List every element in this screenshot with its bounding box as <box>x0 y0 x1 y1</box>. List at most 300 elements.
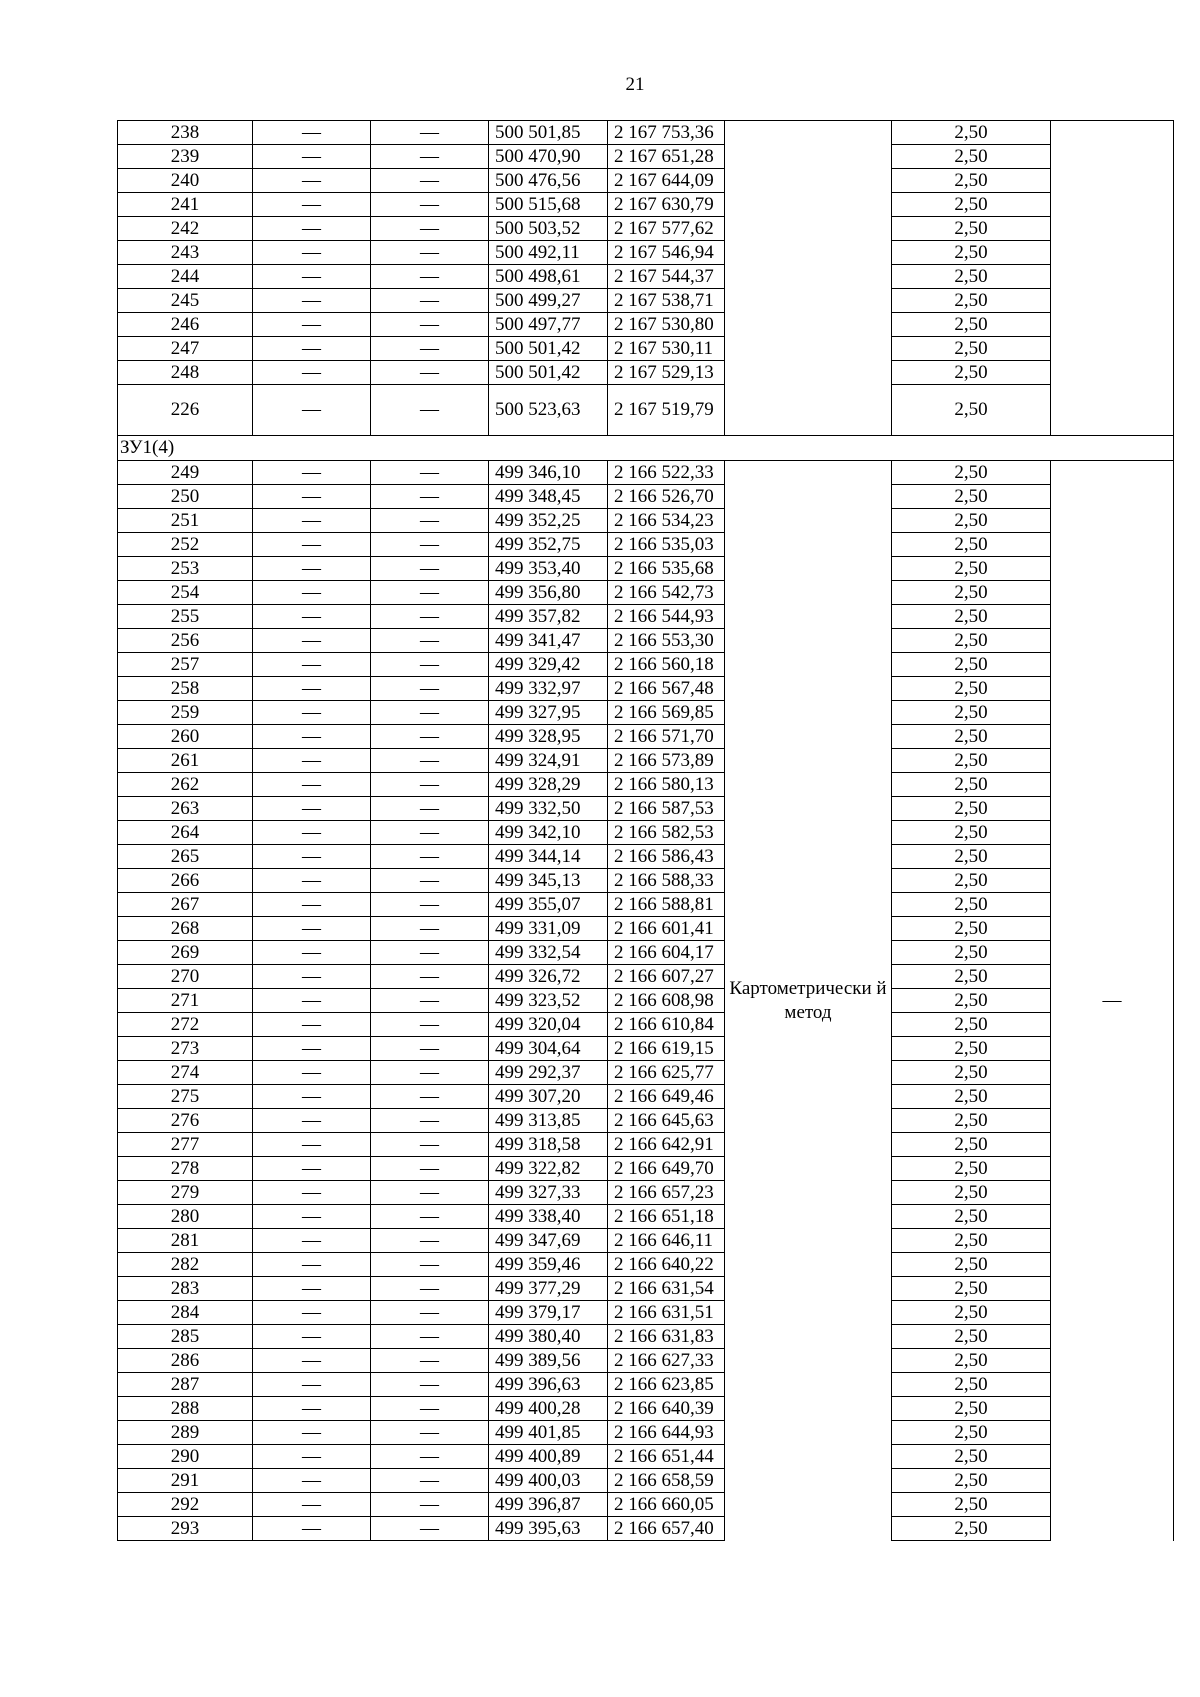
old-y-cell: — <box>371 193 489 217</box>
y-coordinate-cell: 2 166 651,18 <box>608 1205 725 1229</box>
old-x-cell: — <box>253 1325 371 1349</box>
table-row <box>118 1373 1174 1397</box>
accuracy-cell: 2,50 <box>892 361 1051 385</box>
y-coordinate-cell: 2 166 542,73 <box>608 581 725 605</box>
x-coordinate-cell: 500 501,42 <box>489 361 608 385</box>
y-coordinate-cell: 2 166 658,59 <box>608 1469 725 1493</box>
old-x-cell: — <box>253 313 371 337</box>
x-coordinate-cell: 499 328,95 <box>489 725 608 749</box>
old-y-cell: — <box>371 485 489 509</box>
old-y-cell: — <box>371 749 489 773</box>
coordinates-table-body <box>118 121 1174 1541</box>
x-coordinate-cell: 499 400,89 <box>489 1445 608 1469</box>
accuracy-cell: 2,50 <box>892 1349 1051 1373</box>
accuracy-cell: 2,50 <box>892 1157 1051 1181</box>
y-coordinate-cell: 2 166 610,84 <box>608 1013 725 1037</box>
old-y-cell: — <box>371 917 489 941</box>
table-row <box>118 265 1174 289</box>
x-coordinate-cell: 500 499,27 <box>489 289 608 313</box>
old-y-cell: — <box>371 145 489 169</box>
table-row <box>118 461 1174 485</box>
x-coordinate-cell: 499 380,40 <box>489 1325 608 1349</box>
old-y-cell: — <box>371 1085 489 1109</box>
y-coordinate-cell: 2 166 631,83 <box>608 1325 725 1349</box>
section-row <box>118 436 1174 461</box>
table-row <box>118 145 1174 169</box>
point-number-cell: 252 <box>118 533 253 557</box>
accuracy-cell: 2,50 <box>892 581 1051 605</box>
accuracy-cell: 2,50 <box>892 169 1051 193</box>
old-x-cell: — <box>253 1205 371 1229</box>
x-coordinate-cell: 500 501,42 <box>489 337 608 361</box>
y-coordinate-cell: 2 166 522,33 <box>608 461 725 485</box>
table-row <box>118 1421 1174 1445</box>
accuracy-cell: 2,50 <box>892 121 1051 145</box>
point-number-cell: 246 <box>118 313 253 337</box>
old-y-cell: — <box>371 941 489 965</box>
y-coordinate-cell: 2 167 529,13 <box>608 361 725 385</box>
old-x-cell: — <box>253 193 371 217</box>
old-y-cell: — <box>371 1109 489 1133</box>
x-coordinate-cell: 499 389,56 <box>489 1349 608 1373</box>
y-coordinate-cell: 2 166 623,85 <box>608 1373 725 1397</box>
table-row <box>118 557 1174 581</box>
x-coordinate-cell: 499 395,63 <box>489 1517 608 1541</box>
old-y-cell: — <box>371 1397 489 1421</box>
point-number-cell: 245 <box>118 289 253 313</box>
y-coordinate-cell: 2 166 587,53 <box>608 797 725 821</box>
old-x-cell: — <box>253 725 371 749</box>
page-number: 21 <box>625 74 645 95</box>
table-row <box>118 1109 1174 1133</box>
old-x-cell: — <box>253 289 371 313</box>
old-x-cell: — <box>253 701 371 725</box>
old-y-cell: — <box>371 361 489 385</box>
x-coordinate-cell: 499 327,95 <box>489 701 608 725</box>
accuracy-cell: 2,50 <box>892 193 1051 217</box>
x-coordinate-cell: 499 313,85 <box>489 1109 608 1133</box>
point-number-cell: 265 <box>118 845 253 869</box>
x-coordinate-cell: 499 379,17 <box>489 1301 608 1325</box>
point-number-cell: 251 <box>118 509 253 533</box>
old-y-cell: — <box>371 1325 489 1349</box>
old-y-cell: — <box>371 1253 489 1277</box>
y-coordinate-cell: 2 166 627,33 <box>608 1349 725 1373</box>
point-number-cell: 241 <box>118 193 253 217</box>
old-x-cell: — <box>253 557 371 581</box>
old-y-cell: — <box>371 893 489 917</box>
x-coordinate-cell: 499 344,14 <box>489 845 608 869</box>
old-x-cell: — <box>253 1109 371 1133</box>
y-coordinate-cell: 2 166 642,91 <box>608 1133 725 1157</box>
y-coordinate-cell: 2 166 588,33 <box>608 869 725 893</box>
old-y-cell: — <box>371 1301 489 1325</box>
table-row <box>118 797 1174 821</box>
old-y-cell: — <box>371 337 489 361</box>
accuracy-cell: 2,50 <box>892 337 1051 361</box>
x-coordinate-cell: 499 322,82 <box>489 1157 608 1181</box>
old-y-cell: — <box>371 385 489 436</box>
accuracy-cell: 2,50 <box>892 1397 1051 1421</box>
accuracy-cell: 2,50 <box>892 1325 1051 1349</box>
table-row <box>118 653 1174 677</box>
y-coordinate-cell: 2 167 630,79 <box>608 193 725 217</box>
point-number-cell: 259 <box>118 701 253 725</box>
old-y-cell: — <box>371 533 489 557</box>
old-x-cell: — <box>253 677 371 701</box>
accuracy-cell: 2,50 <box>892 1469 1051 1493</box>
x-coordinate-cell: 499 396,63 <box>489 1373 608 1397</box>
y-coordinate-cell: 2 167 753,36 <box>608 121 725 145</box>
old-y-cell: — <box>371 821 489 845</box>
x-coordinate-cell: 499 332,54 <box>489 941 608 965</box>
accuracy-cell: 2,50 <box>892 797 1051 821</box>
old-x-cell: — <box>253 965 371 989</box>
table-row <box>118 1085 1174 1109</box>
old-x-cell: — <box>253 1277 371 1301</box>
accuracy-cell: 2,50 <box>892 1037 1051 1061</box>
old-x-cell: — <box>253 265 371 289</box>
accuracy-cell: 2,50 <box>892 677 1051 701</box>
old-y-cell: — <box>371 1157 489 1181</box>
old-x-cell: — <box>253 629 371 653</box>
old-y-cell: — <box>371 869 489 893</box>
accuracy-cell: 2,50 <box>892 533 1051 557</box>
accuracy-cell: 2,50 <box>892 869 1051 893</box>
y-coordinate-cell: 2 166 640,39 <box>608 1397 725 1421</box>
old-y-cell: — <box>371 509 489 533</box>
old-y-cell: — <box>371 241 489 265</box>
table-row <box>118 533 1174 557</box>
table-row <box>118 821 1174 845</box>
old-y-cell: — <box>371 965 489 989</box>
table-row <box>118 989 1174 1013</box>
old-x-cell: — <box>253 797 371 821</box>
accuracy-cell: 2,50 <box>892 241 1051 265</box>
old-x-cell: — <box>253 485 371 509</box>
accuracy-cell: 2,50 <box>892 1373 1051 1397</box>
y-coordinate-cell: 2 166 526,70 <box>608 485 725 509</box>
old-y-cell: — <box>371 289 489 313</box>
y-coordinate-cell: 2 166 569,85 <box>608 701 725 725</box>
old-y-cell: — <box>371 1229 489 1253</box>
y-coordinate-cell: 2 166 560,18 <box>608 653 725 677</box>
accuracy-cell: 2,50 <box>892 749 1051 773</box>
table-row <box>118 1037 1174 1061</box>
old-y-cell: — <box>371 461 489 485</box>
table-row <box>118 629 1174 653</box>
point-number-cell: 261 <box>118 749 253 773</box>
old-y-cell: — <box>371 169 489 193</box>
point-number-cell: 269 <box>118 941 253 965</box>
old-y-cell: — <box>371 1037 489 1061</box>
y-coordinate-cell: 2 166 544,93 <box>608 605 725 629</box>
accuracy-cell: 2,50 <box>892 1013 1051 1037</box>
y-coordinate-cell: 2 166 604,17 <box>608 941 725 965</box>
x-coordinate-cell: 500 501,85 <box>489 121 608 145</box>
y-coordinate-cell: 2 166 573,89 <box>608 749 725 773</box>
point-number-cell: 276 <box>118 1109 253 1133</box>
old-x-cell: — <box>253 1445 371 1469</box>
x-coordinate-cell: 499 352,75 <box>489 533 608 557</box>
table-row <box>118 941 1174 965</box>
point-number-cell: 242 <box>118 217 253 241</box>
accuracy-cell: 2,50 <box>892 145 1051 169</box>
old-x-cell: — <box>253 605 371 629</box>
table-row <box>118 1349 1174 1373</box>
point-number-cell: 253 <box>118 557 253 581</box>
y-coordinate-cell: 2 166 651,44 <box>608 1445 725 1469</box>
y-coordinate-cell: 2 166 601,41 <box>608 917 725 941</box>
table-row <box>118 701 1174 725</box>
table-row <box>118 1445 1174 1469</box>
section-label: ЗУ1(4) <box>118 436 1174 461</box>
accuracy-cell: 2,50 <box>892 1085 1051 1109</box>
old-x-cell: — <box>253 1421 371 1445</box>
accuracy-cell: 2,50 <box>892 1205 1051 1229</box>
y-coordinate-cell: 2 166 608,98 <box>608 989 725 1013</box>
table-row <box>118 1397 1174 1421</box>
x-coordinate-cell: 500 492,11 <box>489 241 608 265</box>
y-coordinate-cell: 2 166 631,51 <box>608 1301 725 1325</box>
y-coordinate-cell: 2 166 588,81 <box>608 893 725 917</box>
y-coordinate-cell: 2 166 649,46 <box>608 1085 725 1109</box>
old-x-cell: — <box>253 337 371 361</box>
old-x-cell: — <box>253 509 371 533</box>
y-coordinate-cell: 2 166 534,23 <box>608 509 725 533</box>
accuracy-cell: 2,50 <box>892 217 1051 241</box>
old-x-cell: — <box>253 1133 371 1157</box>
y-coordinate-cell: 2 166 657,40 <box>608 1517 725 1541</box>
y-coordinate-cell: 2 167 577,62 <box>608 217 725 241</box>
x-coordinate-cell: 500 523,63 <box>489 385 608 436</box>
point-number-cell: 280 <box>118 1205 253 1229</box>
accuracy-cell: 2,50 <box>892 1253 1051 1277</box>
table-row <box>118 193 1174 217</box>
table-row <box>118 749 1174 773</box>
y-coordinate-cell: 2 166 625,77 <box>608 1061 725 1085</box>
x-coordinate-cell: 499 328,29 <box>489 773 608 797</box>
table-row <box>118 1277 1174 1301</box>
old-y-cell: — <box>371 1349 489 1373</box>
point-number-cell: 270 <box>118 965 253 989</box>
point-number-cell: 257 <box>118 653 253 677</box>
x-coordinate-cell: 500 497,77 <box>489 313 608 337</box>
old-y-cell: — <box>371 1517 489 1541</box>
x-coordinate-cell: 499 377,29 <box>489 1277 608 1301</box>
accuracy-cell: 2,50 <box>892 653 1051 677</box>
x-coordinate-cell: 499 347,69 <box>489 1229 608 1253</box>
table-row <box>118 1133 1174 1157</box>
y-coordinate-cell: 2 167 519,79 <box>608 385 725 436</box>
table-row <box>118 605 1174 629</box>
x-coordinate-cell: 499 331,09 <box>489 917 608 941</box>
old-x-cell: — <box>253 241 371 265</box>
old-y-cell: — <box>371 1373 489 1397</box>
old-y-cell: — <box>371 677 489 701</box>
x-coordinate-cell: 499 307,20 <box>489 1085 608 1109</box>
table-row <box>118 725 1174 749</box>
point-number-cell: 264 <box>118 821 253 845</box>
point-number-cell: 285 <box>118 1325 253 1349</box>
accuracy-cell: 2,50 <box>892 989 1051 1013</box>
old-x-cell: — <box>253 821 371 845</box>
accuracy-cell: 2,50 <box>892 629 1051 653</box>
old-y-cell: — <box>371 653 489 677</box>
point-number-cell: 277 <box>118 1133 253 1157</box>
x-coordinate-cell: 499 326,72 <box>489 965 608 989</box>
accuracy-cell: 2,50 <box>892 917 1051 941</box>
x-coordinate-cell: 499 342,10 <box>489 821 608 845</box>
table-row <box>118 1157 1174 1181</box>
x-coordinate-cell: 499 332,97 <box>489 677 608 701</box>
x-coordinate-cell: 499 400,28 <box>489 1397 608 1421</box>
accuracy-cell: 2,50 <box>892 1493 1051 1517</box>
x-coordinate-cell: 500 476,56 <box>489 169 608 193</box>
accuracy-cell: 2,50 <box>892 701 1051 725</box>
x-coordinate-cell: 500 470,90 <box>489 145 608 169</box>
x-coordinate-cell: 499 345,13 <box>489 869 608 893</box>
table-row <box>118 385 1174 436</box>
old-x-cell: — <box>253 1517 371 1541</box>
old-x-cell: — <box>253 1469 371 1493</box>
accuracy-cell: 2,50 <box>892 773 1051 797</box>
old-x-cell: — <box>253 1181 371 1205</box>
old-x-cell: — <box>253 1349 371 1373</box>
old-x-cell: — <box>253 361 371 385</box>
old-x-cell: — <box>253 1373 371 1397</box>
old-y-cell: — <box>371 1013 489 1037</box>
y-coordinate-cell: 2 166 619,15 <box>608 1037 725 1061</box>
table-row <box>118 289 1174 313</box>
accuracy-cell: 2,50 <box>892 1061 1051 1085</box>
table-row <box>118 893 1174 917</box>
y-coordinate-cell: 2 166 535,03 <box>608 533 725 557</box>
accuracy-cell: 2,50 <box>892 313 1051 337</box>
x-coordinate-cell: 499 338,40 <box>489 1205 608 1229</box>
point-number-cell: 226 <box>118 385 253 436</box>
table-row <box>118 1517 1174 1541</box>
point-number-cell: 291 <box>118 1469 253 1493</box>
x-coordinate-cell: 499 341,47 <box>489 629 608 653</box>
accuracy-cell: 2,50 <box>892 385 1051 436</box>
accuracy-cell: 2,50 <box>892 1109 1051 1133</box>
point-number-cell: 279 <box>118 1181 253 1205</box>
old-x-cell: — <box>253 1301 371 1325</box>
point-number-cell: 282 <box>118 1253 253 1277</box>
table-row <box>118 337 1174 361</box>
old-x-cell: — <box>253 1061 371 1085</box>
point-number-cell: 288 <box>118 1397 253 1421</box>
point-number-cell: 293 <box>118 1517 253 1541</box>
y-coordinate-cell: 2 166 607,27 <box>608 965 725 989</box>
old-x-cell: — <box>253 1085 371 1109</box>
table-row <box>118 917 1174 941</box>
x-coordinate-cell: 499 327,33 <box>489 1181 608 1205</box>
point-number-cell: 268 <box>118 917 253 941</box>
table-row <box>118 773 1174 797</box>
old-y-cell: — <box>371 1133 489 1157</box>
x-coordinate-cell: 499 292,37 <box>489 1061 608 1085</box>
old-y-cell: — <box>371 1493 489 1517</box>
table-row <box>118 485 1174 509</box>
y-coordinate-cell: 2 166 586,43 <box>608 845 725 869</box>
table-row <box>118 1013 1174 1037</box>
accuracy-cell: 2,50 <box>892 1517 1051 1541</box>
point-number-cell: 289 <box>118 1421 253 1445</box>
table-row <box>118 845 1174 869</box>
x-coordinate-cell: 499 324,91 <box>489 749 608 773</box>
point-number-cell: 283 <box>118 1277 253 1301</box>
old-x-cell: — <box>253 845 371 869</box>
old-x-cell: — <box>253 1493 371 1517</box>
point-number-cell: 281 <box>118 1229 253 1253</box>
old-x-cell: — <box>253 653 371 677</box>
point-number-cell: 262 <box>118 773 253 797</box>
table-row <box>118 1469 1174 1493</box>
accuracy-cell: 2,50 <box>892 485 1051 509</box>
x-coordinate-cell: 499 355,07 <box>489 893 608 917</box>
table-row <box>118 1181 1174 1205</box>
point-number-cell: 239 <box>118 145 253 169</box>
x-coordinate-cell: 499 320,04 <box>489 1013 608 1037</box>
x-coordinate-cell: 499 318,58 <box>489 1133 608 1157</box>
accuracy-cell: 2,50 <box>892 289 1051 313</box>
old-y-cell: — <box>371 629 489 653</box>
point-number-cell: 240 <box>118 169 253 193</box>
point-number-cell: 278 <box>118 1157 253 1181</box>
x-coordinate-cell: 499 352,25 <box>489 509 608 533</box>
y-coordinate-cell: 2 167 530,11 <box>608 337 725 361</box>
table-row <box>118 869 1174 893</box>
point-number-cell: 238 <box>118 121 253 145</box>
point-number-cell: 290 <box>118 1445 253 1469</box>
y-coordinate-cell: 2 166 644,93 <box>608 1421 725 1445</box>
accuracy-cell: 2,50 <box>892 725 1051 749</box>
accuracy-cell: 2,50 <box>892 1277 1051 1301</box>
old-x-cell: — <box>253 893 371 917</box>
old-y-cell: — <box>371 1445 489 1469</box>
table-row <box>118 1325 1174 1349</box>
accuracy-cell: 2,50 <box>892 557 1051 581</box>
point-number-cell: 284 <box>118 1301 253 1325</box>
old-x-cell: — <box>253 917 371 941</box>
point-number-cell: 247 <box>118 337 253 361</box>
y-coordinate-cell: 2 166 657,23 <box>608 1181 725 1205</box>
x-coordinate-cell: 499 304,64 <box>489 1037 608 1061</box>
table-row <box>118 965 1174 989</box>
x-coordinate-cell: 499 357,82 <box>489 605 608 629</box>
old-x-cell: — <box>253 1229 371 1253</box>
table-row <box>118 581 1174 605</box>
y-coordinate-cell: 2 166 535,68 <box>608 557 725 581</box>
table-row <box>118 121 1174 145</box>
old-x-cell: — <box>253 989 371 1013</box>
y-coordinate-cell: 2 166 580,13 <box>608 773 725 797</box>
y-coordinate-cell: 2 167 546,94 <box>608 241 725 265</box>
point-number-cell: 271 <box>118 989 253 1013</box>
y-coordinate-cell: 2 166 631,54 <box>608 1277 725 1301</box>
table-row <box>118 1253 1174 1277</box>
table-row <box>118 169 1174 193</box>
y-coordinate-cell: 2 166 571,70 <box>608 725 725 749</box>
point-number-cell: 274 <box>118 1061 253 1085</box>
method-cell: Картометрически й метод <box>725 461 892 1541</box>
point-number-cell: 266 <box>118 869 253 893</box>
old-x-cell: — <box>253 1037 371 1061</box>
old-x-cell: — <box>253 749 371 773</box>
old-x-cell: — <box>253 385 371 436</box>
